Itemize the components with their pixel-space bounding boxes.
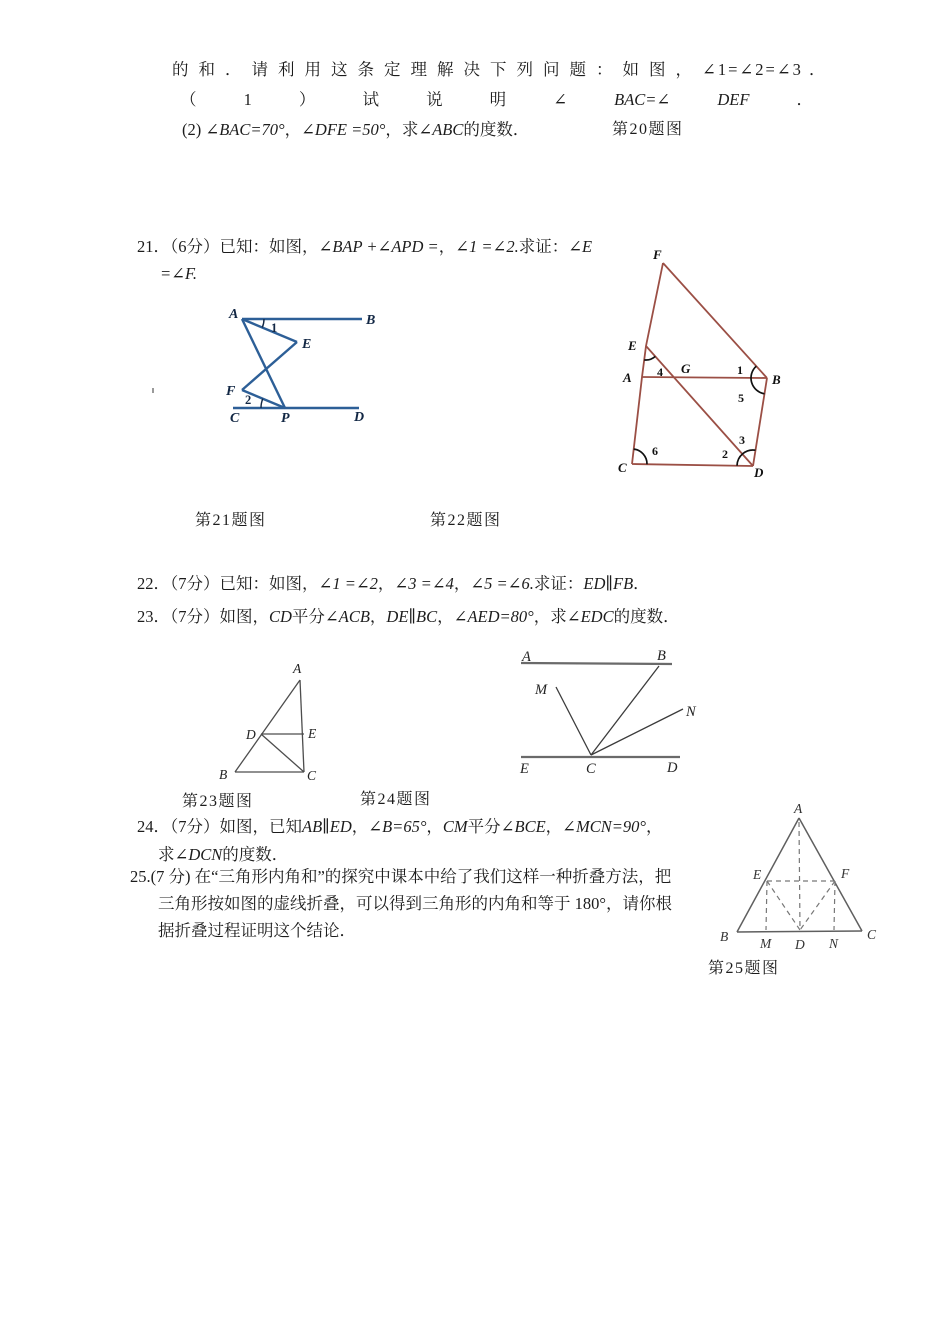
text-segment: 说 — [426, 90, 443, 109]
text-segment: 三角形按如图的虚线折叠，可以得到三角形的内角和等于 180°，请你根 — [158, 894, 672, 913]
fig25-label-A: A — [794, 801, 803, 816]
fig22-label-angle3: 3 — [739, 433, 745, 447]
fig25-fold-FD — [800, 881, 835, 930]
fig24-label-C: C — [586, 761, 596, 777]
text-segment: 平分 — [467, 817, 501, 836]
fig24-label-M: M — [535, 682, 548, 698]
text-segment: ， — [437, 607, 454, 626]
text-segment: ， — [369, 607, 387, 626]
fig23-caption: 第23题图 — [182, 793, 254, 810]
fig21-label-F: F — [226, 384, 236, 399]
text-segment: =∠F. — [160, 264, 198, 283]
fig25-line-AC — [799, 818, 862, 931]
text-segment: 25.(7 分) 在“三角形内角和”的探究中课本中给了我们这样一种折叠方法，把 — [130, 867, 672, 886]
fig25-caption: 第25题图 — [708, 960, 780, 977]
fig22-label-F: F — [653, 247, 662, 262]
fig21-angle2-arc — [261, 399, 263, 408]
fig25-label-E: E — [753, 867, 762, 882]
fig22-angle6-arc — [634, 449, 647, 464]
fig22-line-BD — [753, 378, 767, 466]
text-segment: 平分 — [291, 607, 325, 626]
scan-artifact-mark — [152, 388, 154, 393]
fig22-caption: 第22题图 — [430, 512, 502, 529]
text-segment: ∠DCN — [174, 845, 223, 864]
fig22-label-E: E — [628, 338, 637, 353]
fig25-fold-FN — [834, 881, 835, 930]
fig21-line-EF — [242, 342, 297, 390]
p25-line3 — [158, 921, 356, 941]
text-segment: ∠BAP +∠APD = — [318, 237, 439, 256]
text-segment: 试 — [362, 90, 379, 109]
figure-23 — [215, 655, 335, 785]
p22-line1 — [137, 574, 650, 594]
fig25-fold-ED — [767, 881, 800, 930]
text-segment: AB∥ED — [302, 817, 352, 836]
text-segment: 22．（7分）已知：如图， — [137, 574, 319, 593]
text-segment: (2) — [182, 120, 206, 139]
text-segment: CD — [269, 607, 292, 626]
text-segment: 的度数． — [463, 120, 530, 139]
fig25-label-N: N — [829, 936, 839, 951]
text-segment: 据折叠过程证明这个结论． — [158, 921, 356, 940]
fig23-line-DC — [261, 734, 304, 772]
fig24-ray-CB — [591, 666, 659, 755]
fig25-fold-AD — [799, 822, 800, 930]
fig22-label-angle2: 2 — [722, 447, 728, 461]
fig22-line-FB — [663, 263, 767, 378]
p20-line1 — [172, 60, 828, 80]
text-segment: DE∥BC — [386, 607, 438, 626]
figure-24 — [515, 645, 700, 777]
p20-line2 — [180, 90, 813, 110]
fig24-label-E: E — [520, 761, 529, 777]
fig21-label-P: P — [281, 411, 290, 426]
text-segment: ∠BCE — [500, 817, 546, 836]
fig24-label-N: N — [686, 704, 696, 720]
text-segment: ， — [426, 817, 443, 836]
text-segment: ． — [633, 574, 650, 593]
fig23-label-B: B — [219, 767, 228, 782]
text-segment: 21．（6分）已知：如图， — [137, 237, 319, 256]
p20-line1-cjk: 的和．请利用这条定理解决下列问题：如图， — [172, 60, 702, 79]
fig25-label-D: D — [795, 937, 805, 952]
fig21-label-angle2: 2 — [245, 393, 252, 407]
fig23-line-AB — [235, 680, 300, 772]
fig25-label-M: M — [760, 936, 772, 951]
text-segment: ， — [377, 574, 395, 593]
figure-21 — [225, 303, 380, 425]
figure-25 — [715, 800, 890, 955]
text-segment: ∠ACB — [324, 607, 370, 626]
text-segment: ∠EDC — [566, 607, 614, 626]
fig22-label-angle5: 5 — [738, 391, 744, 405]
fig21-label-A: A — [229, 307, 239, 322]
fig24-label-A: A — [522, 649, 531, 665]
fig22-line-CD — [632, 464, 753, 466]
fig24-ray-CN — [591, 709, 683, 755]
fig20-caption: 第20题图 — [612, 121, 684, 138]
text-segment: ， — [646, 817, 663, 836]
fig21-label-C: C — [230, 411, 240, 426]
fig22-angle15-arc — [751, 366, 765, 394]
fig24-caption: 第24题图 — [360, 791, 432, 808]
text-segment: 求证： — [533, 574, 584, 593]
text-segment: 求 — [158, 845, 175, 864]
text-segment: ． — [796, 90, 813, 109]
text-segment: ∠AED=80° — [453, 607, 534, 626]
text-segment: 的度数． — [613, 607, 680, 626]
fig22-angle4-arc — [644, 356, 655, 360]
fig23-label-A: A — [293, 661, 302, 676]
text-segment: ，求 — [533, 607, 567, 626]
text-segment: ∠DFE =50° — [301, 120, 386, 139]
text-segment: DEF — [717, 90, 750, 109]
fig23-label-E: E — [308, 726, 317, 741]
fig25-line-BC — [737, 931, 862, 932]
fig21-label-angle1: 1 — [271, 321, 278, 335]
p24-line2 — [158, 845, 288, 865]
fig22-label-B: B — [772, 372, 781, 387]
text-segment: BAC=∠ — [614, 90, 671, 109]
text-segment: 24．（7分）如图，已知 — [137, 817, 302, 836]
fig25-label-B: B — [720, 929, 729, 944]
p25-line1 — [130, 867, 671, 887]
fig21-label-D: D — [354, 410, 365, 425]
text-segment: ∠E — [568, 237, 593, 256]
text-segment: ∠5 =∠6. — [470, 574, 534, 593]
text-segment: ， — [545, 817, 563, 836]
fig22-label-D: D — [754, 465, 764, 480]
fig25-label-C: C — [867, 927, 877, 942]
p25-line2 — [158, 894, 672, 914]
text-segment: ， — [351, 817, 369, 836]
text-segment: ED∥FB — [583, 574, 634, 593]
fig22-line-FEAC — [632, 263, 663, 464]
text-segment: ， — [284, 120, 302, 139]
p23-line1 — [137, 607, 680, 627]
fig24-ray-CM — [556, 687, 591, 755]
fig21-angle1-arc — [262, 319, 264, 328]
text-segment: ∠1 =∠2 — [318, 574, 378, 593]
fig23-label-C: C — [307, 768, 317, 783]
text-segment: ） — [298, 90, 316, 109]
p21-line1 — [137, 237, 592, 257]
text-segment: 1 — [243, 90, 252, 109]
fig22-label-angle4: 4 — [657, 365, 663, 379]
text-segment: ∠B=65° — [368, 817, 427, 836]
text-segment: ∠ABC — [418, 120, 464, 139]
fig24-label-B: B — [657, 648, 666, 664]
fig23-label-D: D — [246, 727, 256, 742]
fig21-caption: 第21题图 — [195, 512, 267, 529]
text-segment: 的度数． — [222, 845, 289, 864]
text-segment: ∠ — [553, 90, 568, 109]
text-segment: 求证： — [518, 237, 569, 256]
text-segment: 23．（7分）如图， — [137, 607, 269, 626]
p20-line1-math: ∠1=∠2=∠3 ． — [702, 60, 828, 79]
text-segment: ， — [438, 237, 456, 256]
figure-22 — [615, 245, 790, 485]
text-segment: （ — [180, 90, 197, 109]
text-segment: ∠3 =∠4 — [394, 574, 454, 593]
text-segment: ∠BAC=70° — [205, 120, 285, 139]
fig22-label-C: C — [618, 460, 627, 475]
p24-line1 — [137, 817, 663, 837]
text-segment: CM — [442, 817, 468, 836]
fig22-label-angle6: 6 — [652, 444, 658, 458]
fig25-fold-EM — [766, 881, 767, 930]
fig25-label-F: F — [841, 866, 850, 881]
fig22-label-A: A — [623, 370, 632, 385]
fig21-label-B: B — [366, 313, 376, 328]
text-segment: ， — [453, 574, 471, 593]
p20-line3 — [182, 120, 529, 140]
fig23-line-AC — [300, 680, 304, 772]
fig24-line-AB — [521, 663, 672, 664]
fig22-label-G: G — [681, 361, 691, 376]
text-segment: ∠MCN=90° — [562, 817, 646, 836]
fig22-label-angle1: 1 — [737, 363, 743, 377]
text-segment: ∠1 =∠2. — [455, 237, 519, 256]
fig21-label-E: E — [302, 337, 312, 352]
fig24-label-D: D — [667, 760, 678, 776]
text-segment: ，求 — [385, 120, 419, 139]
text-segment: 明 — [489, 90, 507, 109]
p21-line2 — [160, 264, 197, 284]
